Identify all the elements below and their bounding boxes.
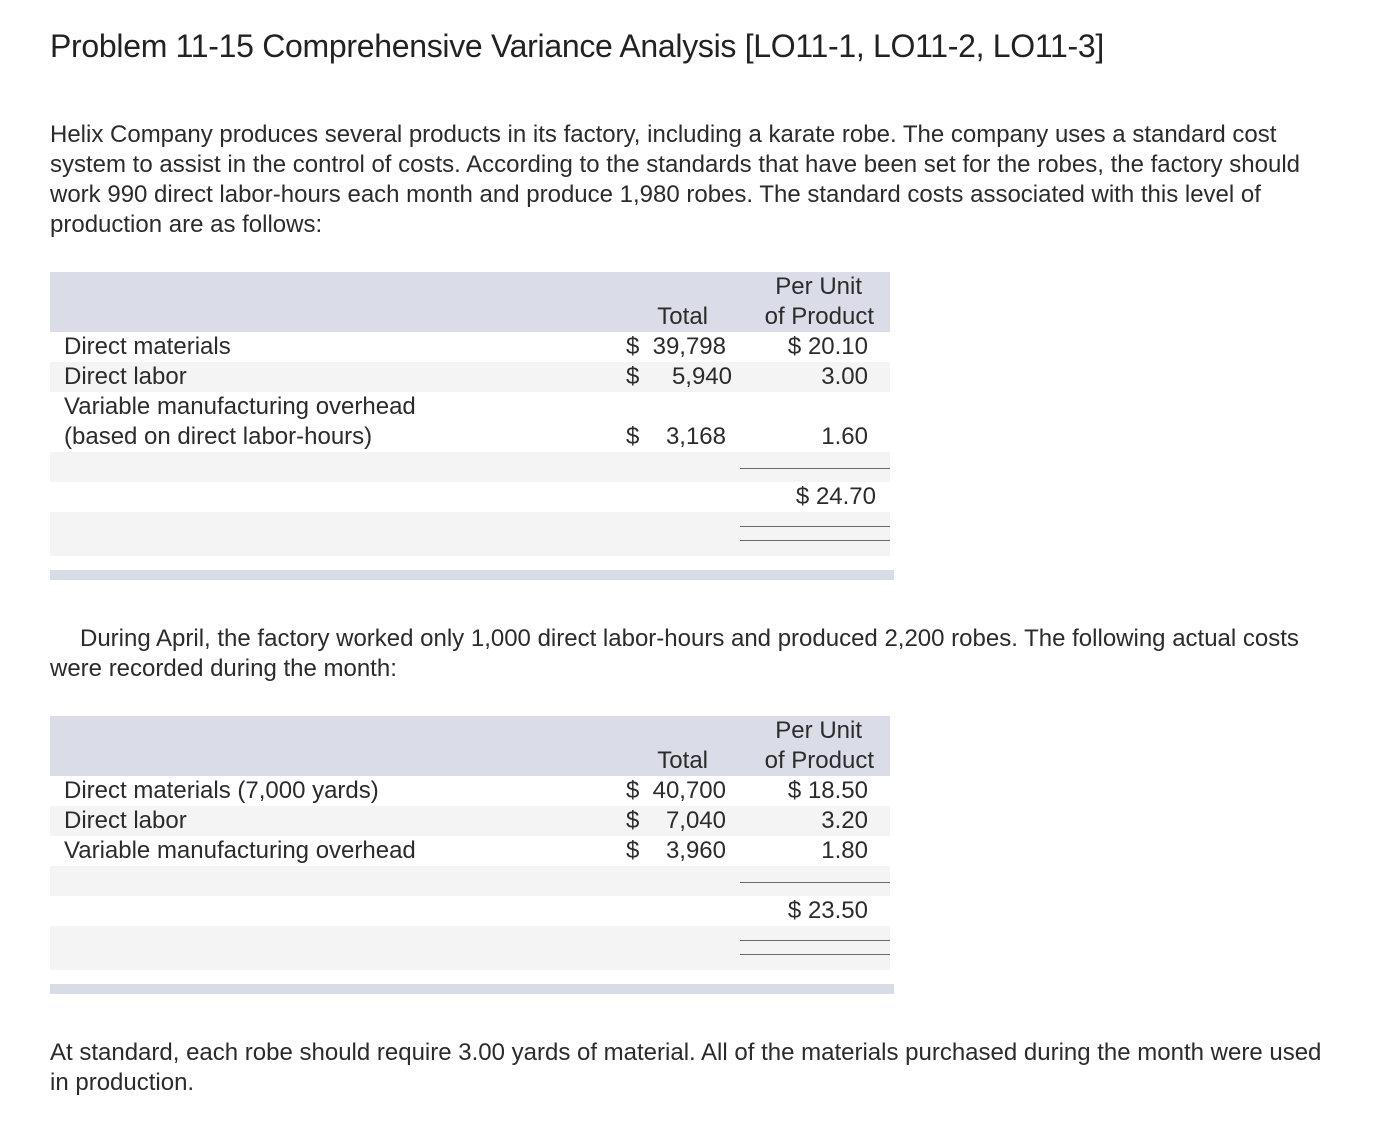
total-value: 40,700	[652, 777, 726, 804]
table-row-blank	[50, 512, 890, 556]
table-header	[50, 716, 890, 776]
table-divider-bar	[50, 570, 894, 580]
currency-symbol: $	[626, 837, 640, 864]
currency-symbol: $	[626, 777, 640, 804]
row-label-continued: (based on direct labor-hours)	[64, 423, 373, 450]
total-value: 3,168	[665, 423, 726, 450]
double-rule-top	[740, 940, 890, 941]
table-row	[50, 392, 890, 452]
double-rule-bottom	[740, 540, 890, 541]
subtotal-row	[50, 896, 890, 926]
header-total: Total	[657, 747, 708, 774]
subtotal-row	[50, 482, 890, 512]
per-unit-value: 3.00	[821, 363, 868, 390]
double-rule-top	[740, 526, 890, 527]
table-row-blank	[50, 866, 890, 896]
header-of-product: of Product	[764, 303, 874, 330]
header-per-unit: Per Unit	[775, 273, 862, 300]
currency-symbol: $	[626, 363, 640, 390]
row-label: Direct labor	[64, 363, 187, 390]
currency-symbol: $	[626, 333, 640, 360]
header-of-product: of Product	[764, 747, 874, 774]
currency-symbol: $	[626, 807, 640, 834]
per-unit-value: $ 18.50	[787, 777, 868, 804]
table-header	[50, 272, 890, 332]
total-value: 3,960	[665, 837, 726, 864]
header-total: Total	[657, 303, 708, 330]
row-label: Direct materials	[64, 333, 231, 360]
per-unit-value: 1.80	[821, 837, 868, 864]
per-unit-value: 3.20	[821, 807, 868, 834]
total-value: 39,798	[652, 333, 726, 360]
actual-cost-table	[50, 716, 890, 970]
april-text: During April, the factory worked only 1,000 direct labor-hours and produced 2,200 robes. The following actual costs were recorded during the month:	[50, 625, 1299, 682]
table-divider-bar	[50, 984, 894, 994]
subtotal-value: $ 23.50	[787, 897, 868, 924]
standard-cost-table	[50, 272, 890, 556]
intro-paragraph: Helix Company produces several products in its factory, including a karate robe. The company uses a standard cost system to assist in the control of costs. According to the standards that have been set for the robes, the factory should work 990 direct labor-hours each month and produce 1,980 robes. The standard costs associated with this level of production are as follows:	[50, 121, 1301, 238]
table-row	[50, 806, 890, 836]
per-unit-value: $ 20.10	[787, 333, 868, 360]
subtotal-rule	[740, 468, 890, 469]
table-row	[50, 332, 890, 362]
per-unit-value: 1.60	[821, 423, 868, 450]
subtotal-value: $ 24.70	[795, 483, 876, 510]
april-paragraph	[50, 624, 1340, 684]
page-title: Problem 11-15 Comprehensive Variance Analysis [LO11-1, LO11-2, LO11-3]	[50, 28, 1104, 64]
closing-paragraph: At standard, each robe should require 3.00 yards of material. All of the materials purchased during the month were used in production.	[50, 1039, 1322, 1096]
double-rule-bottom	[740, 954, 890, 955]
table-row-blank	[50, 452, 890, 482]
row-label: Direct labor	[64, 807, 187, 834]
currency-symbol: $	[626, 423, 640, 450]
total-value: 5,940	[671, 363, 732, 390]
row-label: Variable manufacturing overhead	[64, 837, 416, 864]
table-row	[50, 776, 890, 806]
subtotal-rule	[740, 882, 890, 883]
header-per-unit: Per Unit	[775, 717, 862, 744]
table-row	[50, 362, 890, 392]
row-label: Variable manufacturing overhead	[64, 393, 416, 420]
table-row	[50, 836, 890, 866]
table-row-blank	[50, 926, 890, 970]
total-value: 7,040	[665, 807, 726, 834]
row-label: Direct materials (7,000 yards)	[64, 777, 379, 804]
